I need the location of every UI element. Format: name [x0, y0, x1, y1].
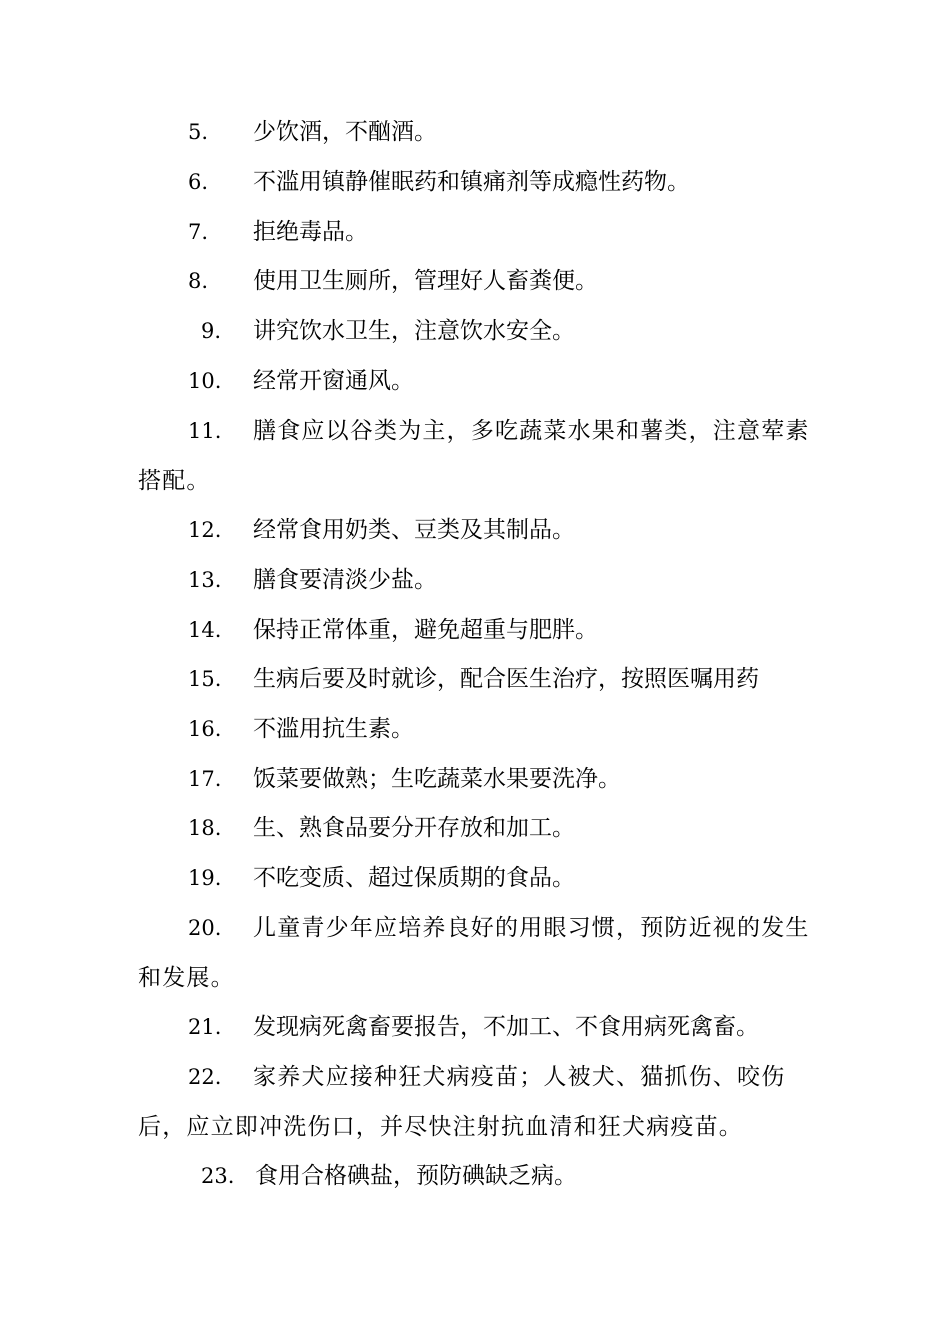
item-text: 拒绝毒品。: [253, 219, 368, 245]
list-item: [138, 903, 818, 1003]
item-number: 13.: [188, 568, 222, 592]
item-number: 7.: [188, 220, 209, 244]
item-number: 20.: [188, 916, 222, 940]
item-text: 不吃变质、超过保质期的食品。: [253, 865, 575, 891]
item-number: 10.: [188, 369, 222, 393]
item-number: 19.: [188, 866, 222, 890]
item-number: 21.: [188, 1015, 222, 1039]
item-number: 16.: [188, 717, 222, 741]
item-number: 9.: [201, 319, 222, 343]
item-number: 15.: [188, 667, 222, 691]
item-number: 5.: [188, 120, 209, 144]
item-number: 22.: [188, 1065, 222, 1089]
item-text: 讲究饮水卫生，注意饮水安全。: [253, 318, 575, 344]
item-number: 14.: [188, 618, 222, 642]
list-item: [138, 1052, 818, 1152]
list-item: [138, 406, 818, 506]
item-text: 经常食用奶类、豆类及其制品。: [253, 517, 575, 543]
item-number: 12.: [188, 518, 222, 542]
item-text: 使用卫生厕所，管理好人畜粪便。: [253, 268, 598, 294]
item-text: 生、熟食品要分开存放和加工。: [253, 815, 575, 841]
item-text: 经常开窗通风。: [253, 368, 414, 394]
item-text: 膳食要清淡少盐。: [253, 567, 437, 593]
item-text: 饭菜要做熟；生吃蔬菜水果要洗净。: [253, 766, 621, 792]
item-text: 膳食应以谷类为主，多吃蔬菜水果和薯类，注意荤素搭配。: [138, 418, 810, 494]
item-text: 不滥用抗生素。: [253, 716, 414, 742]
item-text: 发现病死禽畜要报告，不加工、不食用病死禽畜。: [253, 1014, 759, 1040]
item-number: 18.: [188, 816, 222, 840]
item-text: 家养犬应接种狂犬病疫苗；人被犬、猫抓伤、咬伤后，应立即冲洗伤口，并尽快注射抗血清和狂犬病疫苗。: [138, 1064, 786, 1140]
item-number: 8.: [188, 269, 209, 293]
item-number: 23.: [201, 1164, 235, 1188]
item-text: 少饮酒，不酗酒。: [253, 119, 437, 145]
item-text: 儿童青少年应培养良好的用眼习惯，预防近视的发生和发展。: [138, 915, 810, 991]
item-number: 17.: [188, 767, 222, 791]
item-text: 保持正常体重，避免超重与肥胖。: [253, 617, 598, 643]
item-text: 食用合格碘盐，预防碘缺乏病。: [255, 1163, 577, 1189]
item-number: 11.: [188, 419, 222, 443]
item-text: 生病后要及时就诊，配合医生治疗，按照医嘱用药: [253, 666, 759, 692]
item-text: 不滥用镇静催眠药和镇痛剂等成瘾性药物。: [253, 169, 690, 195]
item-number: 6.: [188, 170, 209, 194]
